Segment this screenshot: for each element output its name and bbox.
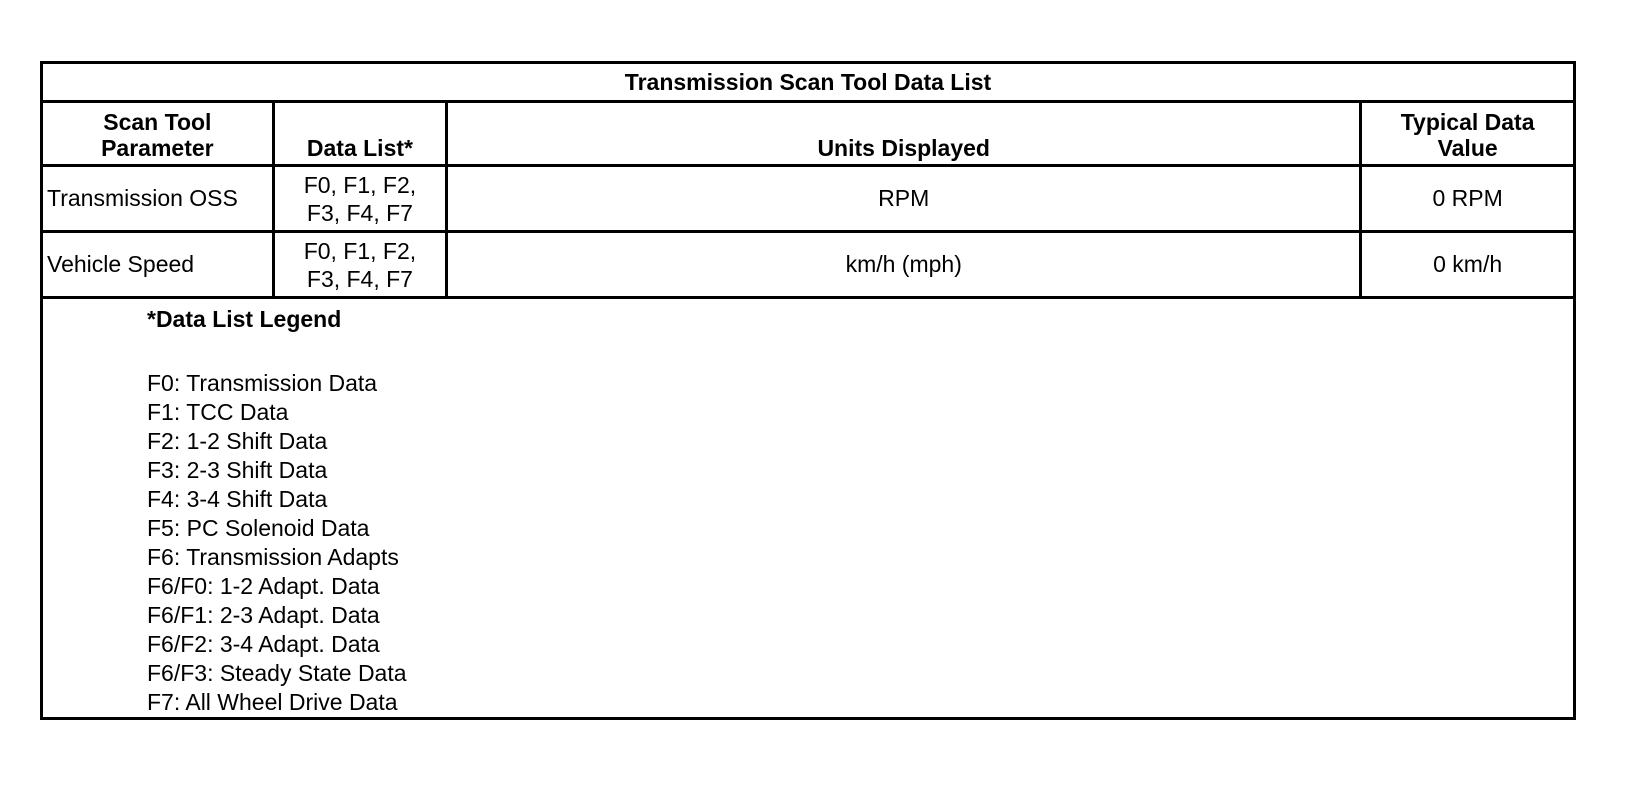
row-parameter: Transmission OSS [42, 166, 274, 232]
row-typical-value: 0 km/h [1361, 232, 1575, 298]
legend-item: F7: All Wheel Drive Data [147, 689, 398, 715]
row-data-list-line1: F0, F1, F2, [303, 237, 417, 264]
legend-item: F1: TCC Data [147, 399, 289, 425]
row-data-list [273, 166, 447, 232]
row-data-list-line2: F3, F4, F7 [306, 199, 413, 226]
legend-item: F5: PC Solenoid Data [147, 515, 370, 541]
row-units: RPM [447, 166, 1361, 232]
legend-item: F2: 1-2 Shift Data [147, 428, 328, 454]
legend-cell [42, 298, 1575, 719]
header-data-list: Data List* [273, 102, 447, 166]
header-parameter-line2: Parameter [101, 134, 214, 161]
table-title: Transmission Scan Tool Data List [42, 63, 1575, 102]
table-row [42, 232, 1575, 298]
row-units: km/h (mph) [447, 232, 1361, 298]
legend-item: F6/F3: Steady State Data [147, 660, 407, 686]
header-typical-line1: Typical Data [1400, 108, 1535, 135]
legend-item: F6/F1: 2-3 Adapt. Data [147, 602, 380, 628]
legend-title: *Data List Legend [147, 306, 342, 332]
legend-item: F3: 2-3 Shift Data [147, 457, 328, 483]
header-typical-line2: Value [1437, 134, 1498, 161]
legend-item: F4: 3-4 Shift Data [147, 486, 328, 512]
row-data-list-line2: F3, F4, F7 [306, 265, 413, 292]
row-data-list-line1: F0, F1, F2, [303, 171, 417, 198]
legend-item: F6: Transmission Adapts [147, 544, 399, 570]
scan-tool-data-table [40, 61, 1576, 720]
header-parameter [42, 102, 274, 166]
row-parameter: Vehicle Speed [42, 232, 274, 298]
table-row [42, 166, 1575, 232]
row-typical-value: 0 RPM [1361, 166, 1575, 232]
row-data-list [273, 232, 447, 298]
header-units: Units Displayed [447, 102, 1361, 166]
legend-item: F6/F2: 3-4 Adapt. Data [147, 631, 380, 657]
header-row [42, 102, 1575, 166]
header-typical-value [1361, 102, 1575, 166]
legend-item: F0: Transmission Data [147, 370, 378, 396]
header-parameter-line1: Scan Tool [103, 108, 212, 135]
legend-item: F6/F0: 1-2 Adapt. Data [147, 573, 380, 599]
